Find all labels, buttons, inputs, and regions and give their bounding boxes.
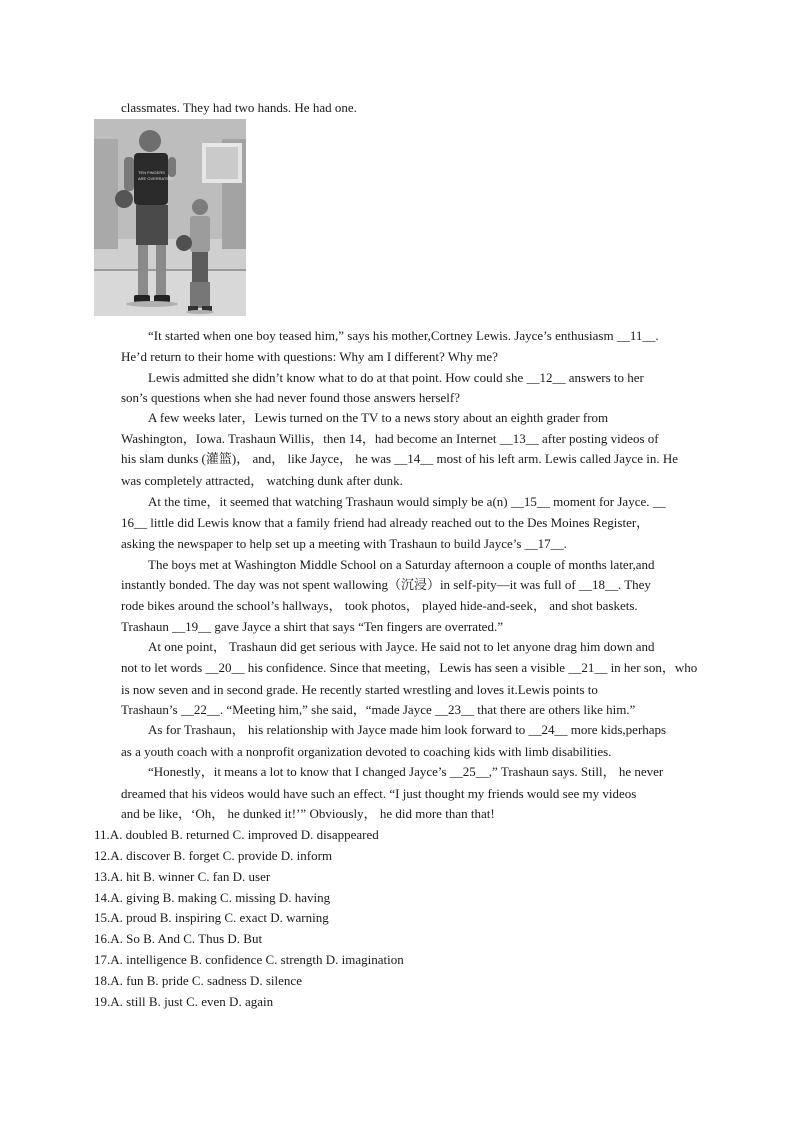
passage-line-5: A few weeks later，Lewis turned on the TV to a news story about an eighth grader from — [148, 410, 609, 425]
passage-line-22: “Honestly，it means a lot to know that I changed Jayce’s __25__,” Trashaun says. Still， he never — [148, 764, 664, 779]
option-16: 16.A. So B. And C. Thus D. But — [94, 931, 263, 946]
passage-line-15: Trashaun __19__ gave Jayce a shirt that says “Ten fingers are overrated.” — [121, 619, 503, 634]
passage-line-3: Lewis admitted she didn’t know what to do at that point. How could she __12__ answers to her — [148, 370, 644, 385]
photo-illustration — [94, 119, 246, 316]
option-14: 14.A. giving B. making C. missing D. having — [94, 890, 331, 905]
passage-line-6: Washington，Iowa. Trashaun Willis，then 14，had become an Internet __13__ after posting videos of — [121, 431, 659, 446]
passage-line-12: The boys met at Washington Middle School on a Saturday afternoon a couple of months later,and — [148, 557, 655, 572]
passage-line-1: “It started when one boy teased him,” says his mother,Cortney Lewis. Jayce’s enthusiasm __11__. — [148, 328, 659, 343]
option-15: 15.A. proud B. inspiring C. exact D. warning — [94, 910, 329, 925]
passage-line-19: Trashaun’s __22__. “Meeting him,” she said，“made Jayce __23__ that there are others like him.” — [121, 702, 636, 717]
intro-line: classmates. They had two hands. He had one. — [121, 100, 357, 115]
passage-line-7: his slam dunks (灌篮)， and， like Jayce， he was __14__ most of his left arm. Lewis called Jayce in. He — [121, 451, 679, 466]
passage-line-9: At the time，it seemed that watching Trashaun would simply be a(n) __15__ moment for Jayce. __ — [148, 494, 666, 509]
passage-line-10: 16__ little did Lewis know that a family friend had already reached out to the Des Moines Register， — [121, 515, 650, 530]
passage-line-11: asking the newspaper to help set up a meeting with Trashaun to build Jayce’s __17__. — [121, 536, 567, 551]
option-18: 18.A. fun B. pride C. sadness D. silence — [94, 973, 302, 988]
option-13: 13.A. hit B. winner C. fan D. user — [94, 869, 271, 884]
passage-line-16: At one point， Trashaun did get serious with Jayce. He said not to let anyone drag him down and — [148, 639, 655, 654]
option-17: 17.A. intelligence B. confidence C. strength D. imagination — [94, 952, 404, 967]
passage-line-14: rode bikes around the school’s hallways， took photos， played hide-and-seek， and shot baskets. — [121, 598, 638, 613]
passage-line-4: son’s questions when she had never found those answers herself? — [121, 390, 461, 405]
passage-line-17: not to let words __20__ his confidence. Since that meeting，Lewis has seen a visible __21__ in her son，who — [121, 660, 698, 675]
option-11: 11.A. doubled B. returned C. improved D. disappeared — [94, 827, 379, 842]
passage-line-24: and be like，‘Oh， he dunked it!’” Obviously， he did more than that! — [121, 806, 495, 821]
passage-line-8: was completely attracted， watching dunk after dunk. — [121, 473, 403, 488]
shirt-text-1: TEN FINGERS — [138, 170, 165, 175]
option-12: 12.A. discover B. forget C. provide D. inform — [94, 848, 333, 863]
passage-line-18: is now seven and in second grade. He recently started wrestling and loves it.Lewis points to — [121, 682, 598, 697]
passage-line-21: as a youth coach with a nonprofit organization devoted to coaching kids with limb disabilities. — [121, 744, 612, 759]
passage-line-23: dreamed that his videos would have such an effect. “I just thought my friends would see my videos — [121, 786, 637, 801]
passage-line-2: He’d return to their home with questions: Why am I different? Why me? — [121, 349, 498, 364]
shirt-text-2: ARE OVERRATED — [138, 176, 172, 181]
photo-two-boys-gym — [94, 119, 246, 316]
passage-line-13: instantly bonded. The day was not spent wallowing（沉浸）in self-pity—it was full of __18__. They — [121, 577, 651, 592]
option-19: 19.A. still B. just C. even D. again — [94, 994, 274, 1009]
passage-line-20: As for Trashaun， his relationship with Jayce made him look forward to __24__ more kids,perhaps — [148, 722, 667, 737]
